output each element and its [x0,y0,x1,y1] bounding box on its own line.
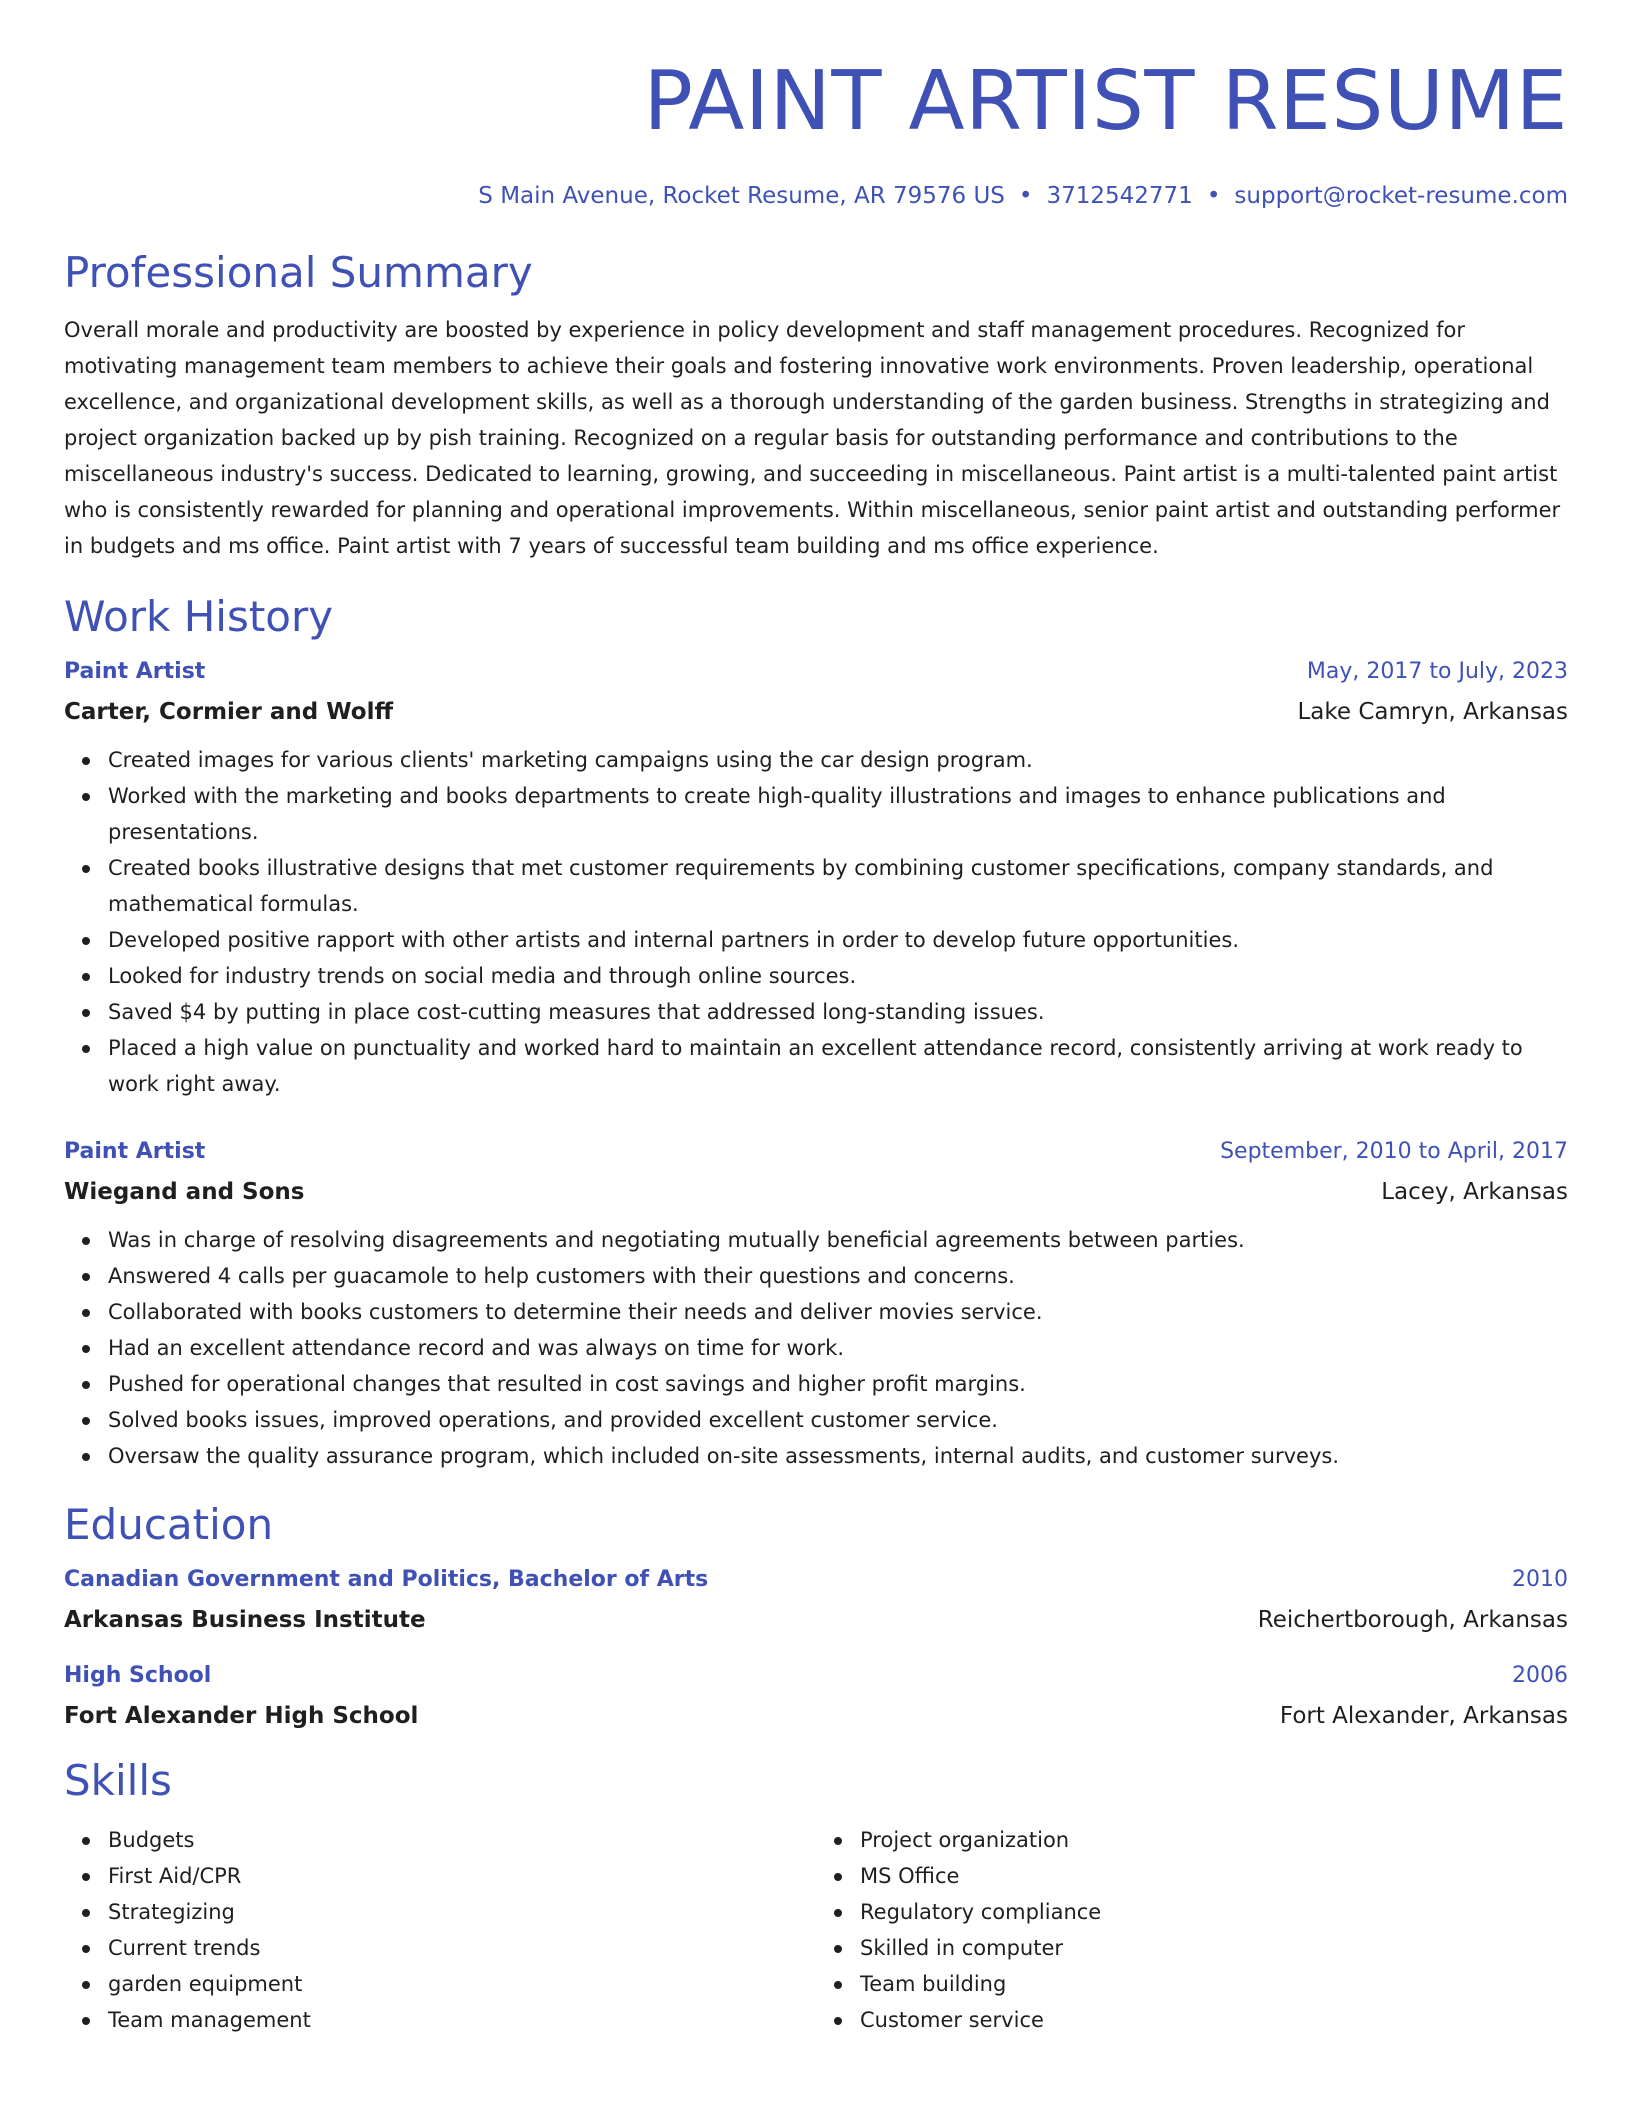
summary-text: Overall morale and productivity are boosted by experience in policy development and staff management procedures. Recognized for motivating management team members to achieve their goals and fostering innovative work environments. Proven leadership, operational excellence, and organizational development skills, as well as a thorough understanding of the garden business. Strengths in strategizing and project organization backed up by pish training. Recognized on a regular basis for outstanding performance and contributions to the miscellaneous industry's success. Dedicated to learning, growing, and succeeding in miscellaneous. Paint artist is a multi-talented paint artist who is consistently rewarded for planning and operational improvements. Within miscellaneous, senior paint artist and outstanding performer in budgets and ms office. Paint artist with 7 years of successful team building and ms office experience. [64,318,1561,558]
job-bullet: Developed positive rapport with other artists and internal partners in order to develop future opportunities. [108,922,1568,958]
job-bullets [64,742,1568,1102]
skills-list-right [816,1822,1568,2038]
job-role: Paint Artist [64,659,206,684]
education-degree: High School [64,1663,212,1688]
job-bullet: Answered 4 calls per guacamole to help customers with their questions and concerns. [108,1258,1568,1294]
section-title-work-history: Work History [64,592,334,641]
section-title-summary: Professional Summary [64,248,533,297]
resume-title: PAINT ARTIST RESUME [643,54,1568,149]
job-header-row [64,658,1568,686]
job-dates: May, 2017 to July, 2023 [1306,659,1568,684]
education-year: 2010 [1512,1567,1568,1592]
skills-section [64,1756,1568,2038]
skill-item: Customer service [860,2002,1568,2038]
skill-item: Regulatory compliance [860,1894,1568,1930]
education-entry [64,1566,1568,1634]
skills-list-left [64,1822,816,2038]
education-header-row [64,1566,1568,1594]
job-role: Paint Artist [64,1139,206,1164]
work-history-section [64,592,1568,1474]
job-bullet: Worked with the marketing and books departments to create high-quality illustrations and images to enhance publications and presentations. [108,778,1568,850]
skill-item: Project organization [860,1822,1568,1858]
skill-item: Team building [860,1966,1568,2002]
education-entry [64,1662,1568,1730]
education-school: Fort Alexander High School [64,1703,419,1729]
education-location: Reichertborough, Arkansas [1257,1607,1568,1633]
education-school: Arkansas Business Institute [64,1607,426,1633]
job-bullet: Pushed for operational changes that resulted in cost savings and higher profit margins. [108,1366,1568,1402]
section-title-skills: Skills [64,1756,172,1805]
skill-item: Budgets [108,1822,816,1858]
address-text: S Main Avenue, Rocket Resume, AR 79576 US [478,183,1005,209]
job-bullets [64,1222,1568,1474]
job-entry [64,1138,1568,1474]
job-bullet: Created books illustrative designs that met customer requirements by combining customer specifications, company standards, and mathematical formulas. [108,850,1568,922]
job-company: Carter, Cormier and Wolff [64,699,394,725]
skill-item: MS Office [860,1858,1568,1894]
job-company: Wiegand and Sons [64,1179,305,1205]
education-degree: Canadian Government and Politics, Bachelor of Arts [64,1567,709,1592]
job-bullet: Solved books issues, improved operations, and provided excellent customer service. [108,1402,1568,1438]
job-bullet: Created images for various clients' marketing campaigns using the car design program. [108,742,1568,778]
education-section [64,1500,1568,1730]
skill-item: First Aid/CPR [108,1858,816,1894]
job-bullet: Saved $4 by putting in place cost-cutting measures that addressed long-standing issues. [108,994,1568,1030]
phone-text[interactable]: 3712542771 [1046,183,1193,209]
job-bullet: Had an excellent attendance record and was always on time for work. [108,1330,1568,1366]
education-year: 2006 [1512,1663,1568,1688]
education-location: Fort Alexander, Arkansas [1279,1703,1568,1729]
separator-dot: • [1018,183,1033,209]
education-school-row [64,1606,1568,1634]
job-dates: September, 2010 to April, 2017 [1220,1139,1568,1164]
job-location: Lake Camryn, Arkansas [1297,699,1568,725]
job-location: Lacey, Arkansas [1381,1179,1568,1205]
email-link[interactable]: support@rocket-resume.com [1234,183,1568,209]
skill-item: Strategizing [108,1894,816,1930]
contact-line [64,182,1568,210]
job-bullet: Was in charge of resolving disagreements and negotiating mutually beneficial agreements between parties. [108,1222,1568,1258]
separator-dot: • [1206,183,1221,209]
job-company-row [64,698,1568,726]
job-bullet: Looked for industry trends on social media and through online sources. [108,958,1568,994]
skill-item: garden equipment [108,1966,816,2002]
job-header-row [64,1138,1568,1166]
education-header-row [64,1662,1568,1690]
job-company-row [64,1178,1568,1206]
skill-item: Team management [108,2002,816,2038]
job-bullet: Collaborated with books customers to determine their needs and deliver movies service. [108,1294,1568,1330]
summary-section [64,248,1568,564]
job-bullet: Placed a high value on punctuality and worked hard to maintain an excellent attendance record, consistently arriving at work ready to work right away. [108,1030,1568,1102]
education-school-row [64,1702,1568,1730]
job-entry [64,658,1568,1102]
job-bullet: Oversaw the quality assurance program, which included on-site assessments, internal audits, and customer surveys. [108,1438,1568,1474]
resume-header [64,0,1568,210]
skill-item: Skilled in computer [860,1930,1568,1966]
section-title-education: Education [64,1500,274,1549]
skills-columns [64,1822,1568,2038]
skill-item: Current trends [108,1930,816,1966]
